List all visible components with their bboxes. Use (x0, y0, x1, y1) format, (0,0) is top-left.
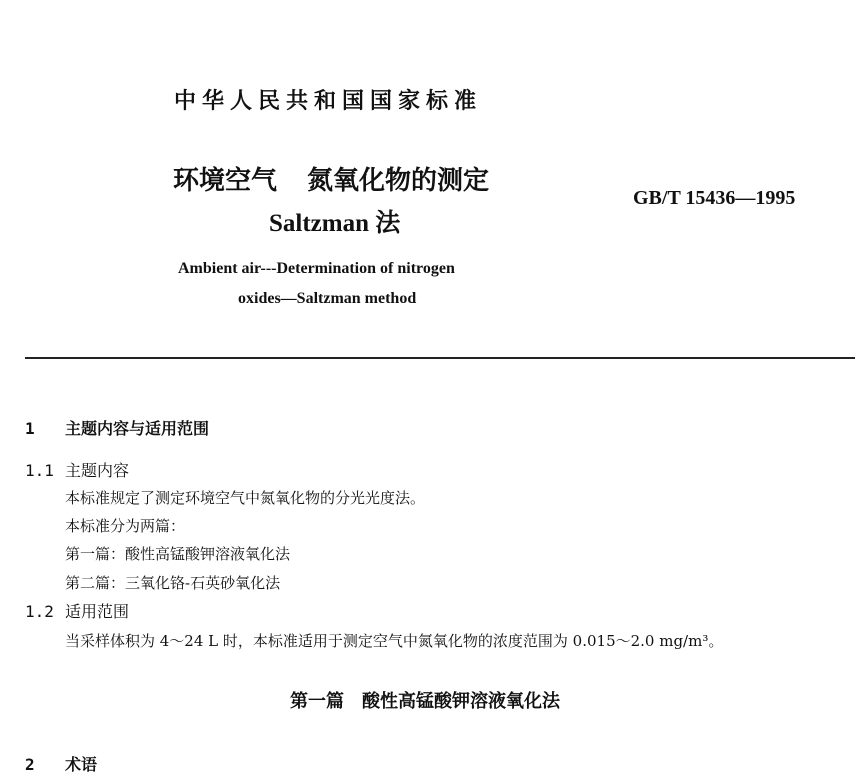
paragraph: 当采样体积为 4～24 L 时，本标准适用于测定空气中氮氧化物的浓度范围为 0.015～2.0 mg/m³。 (65, 632, 724, 650)
part-title: 酸性高锰酸钾溶液氧化法 (362, 691, 560, 712)
section-number: 1 (25, 419, 35, 438)
section-title: 适用范围 (65, 602, 130, 621)
national-standard-heading: 中华人民共和国国家标准 (174, 89, 483, 114)
english-title-line2: oxides—Saltzman method (238, 290, 417, 307)
section-1-2-heading (25, 599, 129, 622)
part-label: 第一篇 (290, 691, 344, 712)
section-number: 1.2 (25, 602, 54, 621)
paragraph: 本标准规定了测定环境空气中氮氧化物的分光光度法。 (65, 489, 426, 507)
english-title-line1: Ambient air---Determination of nitrogen (178, 260, 455, 277)
standard-code: GB/T 15436—1995 (633, 187, 796, 209)
header-divider (25, 357, 855, 359)
paragraph: 本标准分为两篇： (65, 517, 186, 535)
section-1-1-heading (25, 458, 129, 481)
paragraph: 第一篇：酸性高锰酸钾溶液氧化法 (65, 545, 291, 563)
section-number: 1.1 (25, 461, 54, 480)
paragraph: 第二篇：三氧化铬-石英砂氧化法 (65, 574, 281, 592)
title-zh-part1: 环境空气 (173, 166, 278, 196)
document-title-zh (173, 160, 489, 197)
section-title: 主题内容 (65, 461, 130, 480)
document-title-method: Saltzman 法 (269, 210, 401, 237)
section-number: 2 (25, 755, 35, 774)
title-zh-part2: 氮氧化物的测定 (307, 166, 490, 196)
section-title: 术语 (65, 755, 98, 774)
part-1-heading (290, 687, 560, 713)
section-title: 主题内容与适用范围 (65, 419, 210, 438)
section-1-heading (25, 416, 209, 439)
